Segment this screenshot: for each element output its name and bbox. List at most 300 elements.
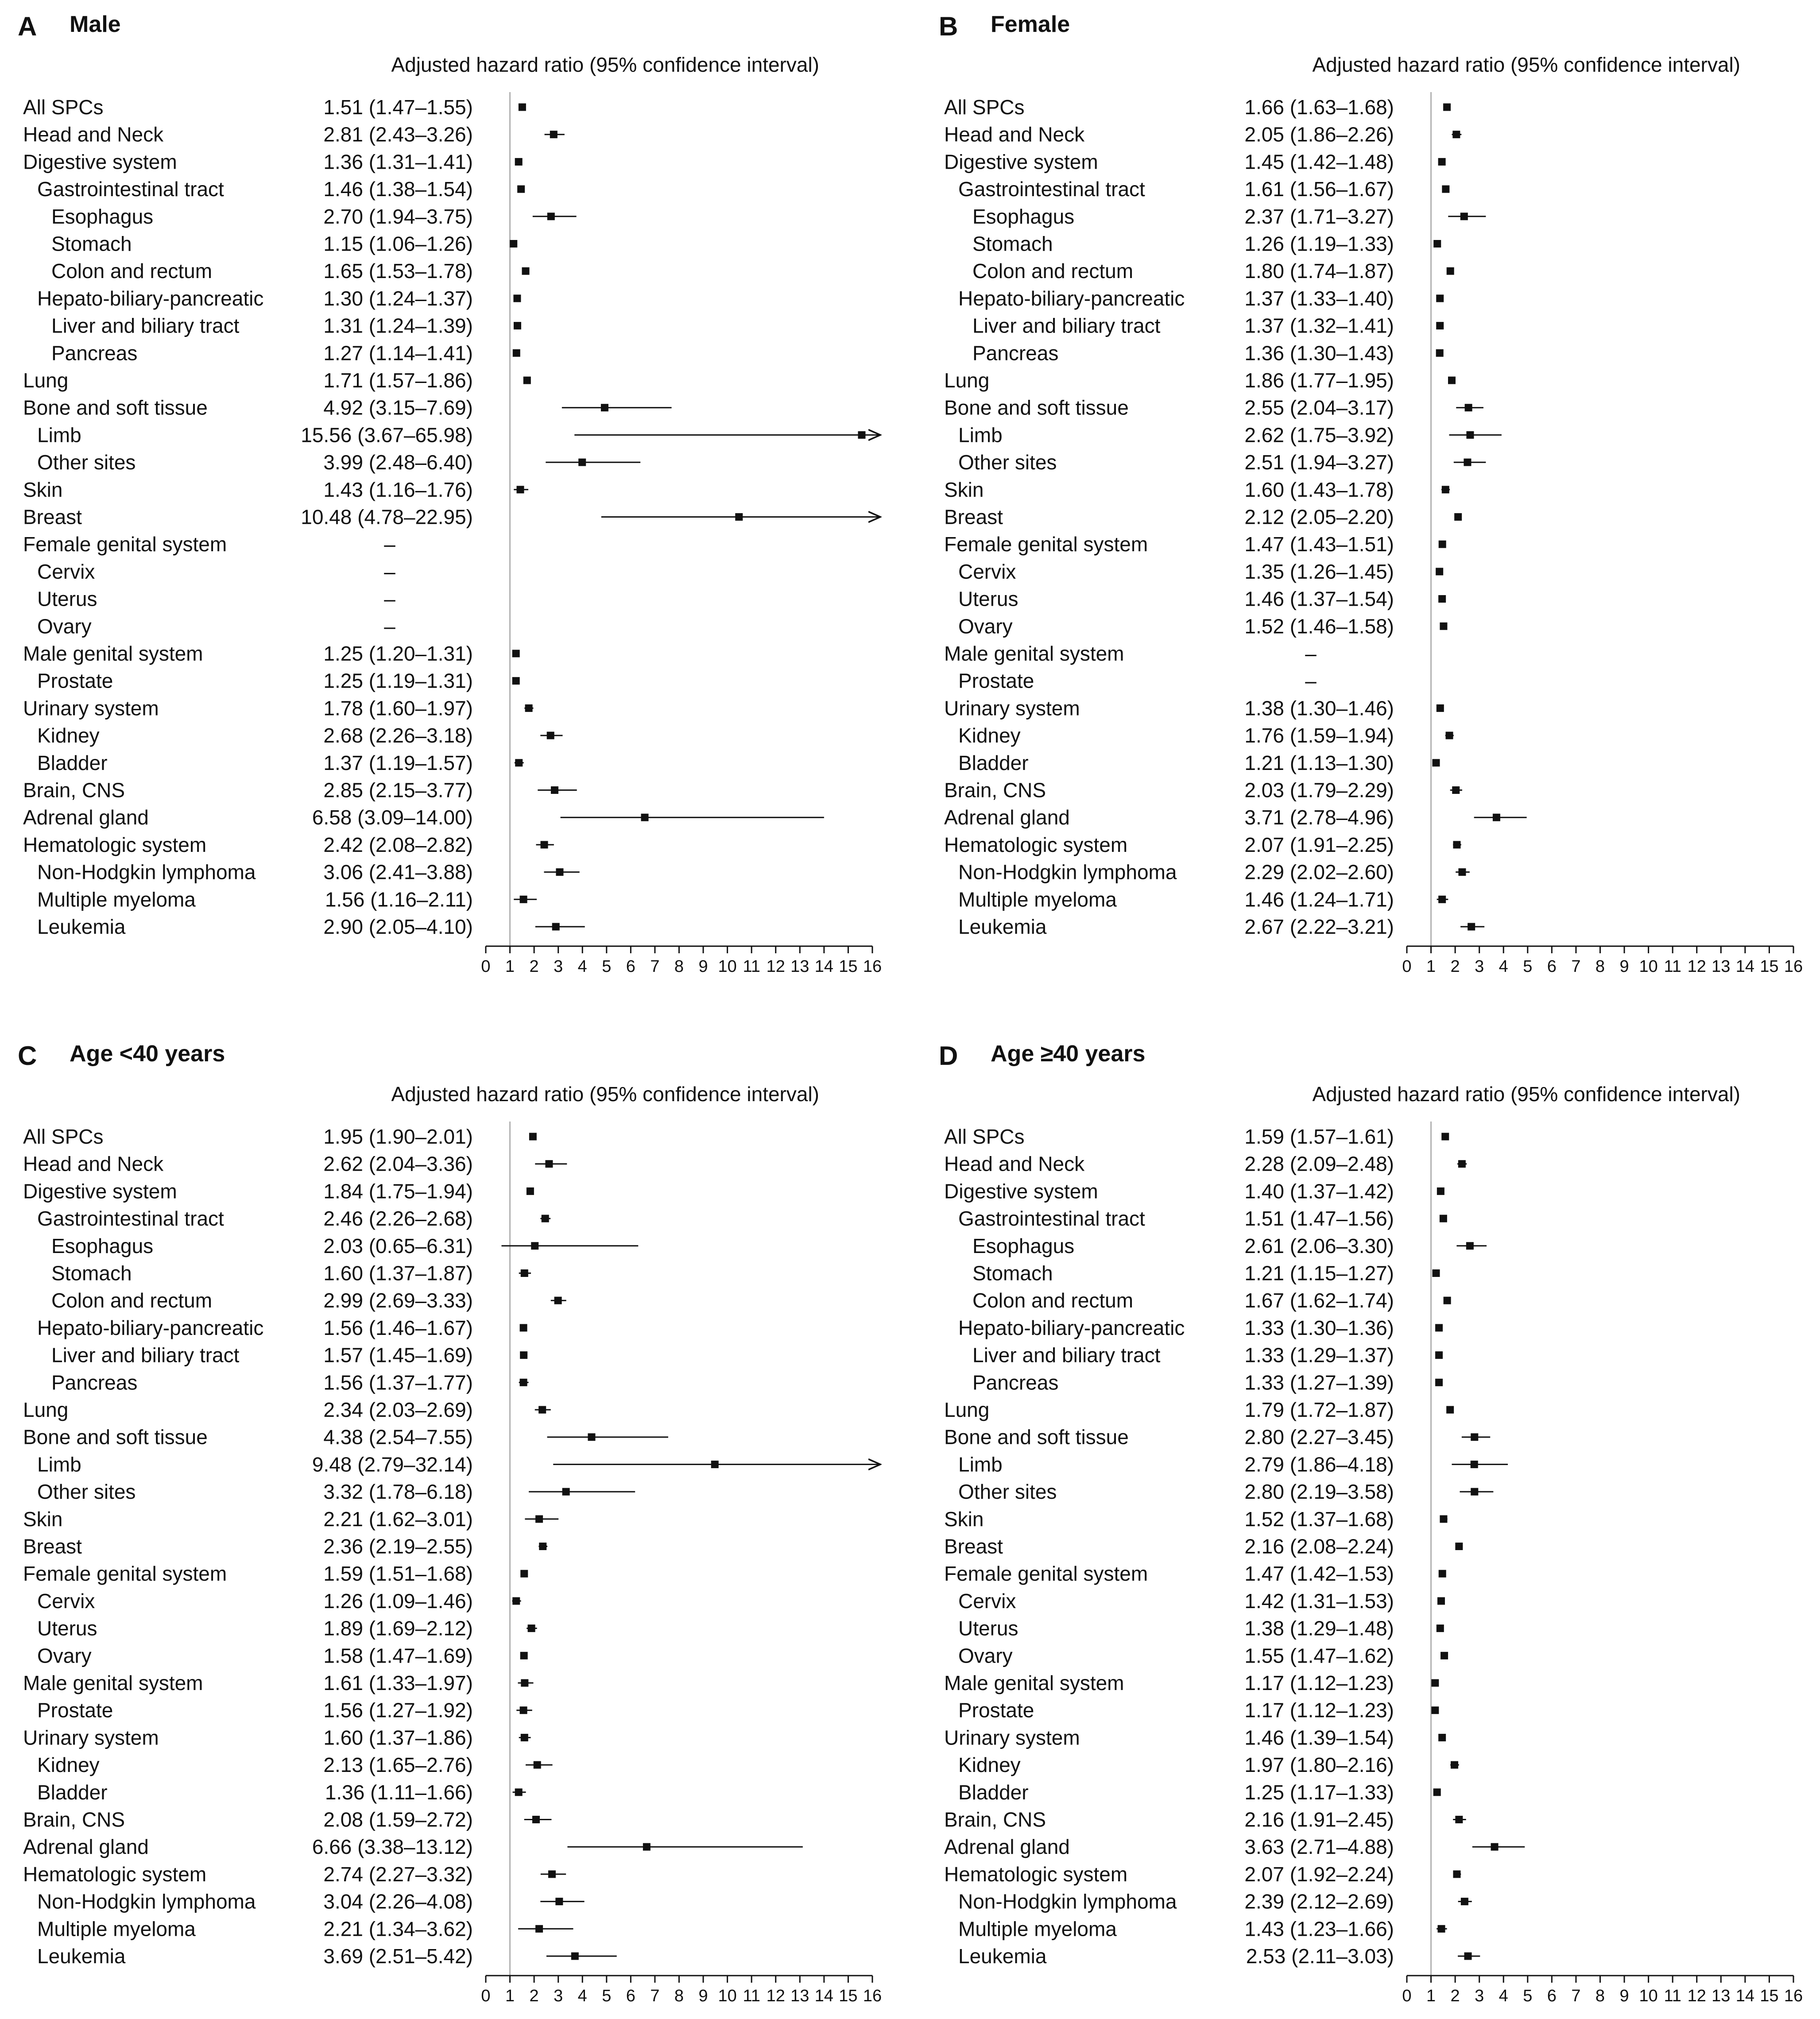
- x-tick-label: 12: [766, 957, 785, 976]
- table-row: [37, 751, 524, 774]
- hr-point: [1458, 868, 1466, 876]
- row-value: 4.92 (3.15–7.69): [323, 396, 473, 419]
- table-row: [944, 1426, 1490, 1449]
- row-value: 1.43 (1.23–1.66): [1244, 1917, 1394, 1941]
- row-label: Male genital system: [944, 1671, 1124, 1694]
- hr-point: [1447, 267, 1454, 275]
- row-label: Ovary: [958, 615, 1013, 638]
- row-label: Bone and soft tissue: [944, 1425, 1129, 1449]
- table-row: [958, 915, 1484, 938]
- table-row: [51, 314, 521, 337]
- table-row: [944, 1125, 1449, 1148]
- row-label: Kidney: [958, 1753, 1021, 1777]
- row-label: Hematologic system: [944, 833, 1128, 856]
- x-tick-label: 7: [1571, 957, 1581, 976]
- hr-point: [1455, 1816, 1463, 1823]
- x-tick-label: 0: [481, 957, 491, 976]
- row-value: –: [1305, 642, 1317, 665]
- table-row: [23, 478, 528, 501]
- row-label: Other sites: [958, 451, 1057, 474]
- x-tick-label: 7: [1571, 1987, 1581, 2005]
- hr-point: [1451, 1761, 1458, 1769]
- table-row: [23, 1671, 533, 1694]
- x-tick-label: 13: [790, 957, 809, 976]
- table-row: [944, 396, 1483, 419]
- row-value: 3.71 (2.78–4.96): [1244, 806, 1394, 829]
- table-row: [944, 1562, 1446, 1585]
- row-label: Esophagus: [51, 1234, 154, 1257]
- table-row: [37, 451, 640, 474]
- row-value: 1.51 (1.47–1.56): [1244, 1207, 1394, 1230]
- row-value: 1.37 (1.19–1.57): [323, 751, 473, 774]
- row-label: Ovary: [958, 1644, 1013, 1667]
- row-label: Breast: [944, 1535, 1003, 1558]
- hr-point: [1435, 1324, 1443, 1331]
- table-row: [972, 1234, 1487, 1257]
- hr-point: [571, 1953, 579, 1960]
- row-value: 1.65 (1.53–1.78): [323, 259, 473, 283]
- row-value: 2.55 (2.04–3.17): [1244, 396, 1394, 419]
- table-row: [972, 1344, 1443, 1367]
- hr-point: [532, 1816, 540, 1823]
- table-row: [944, 478, 1450, 501]
- hr-point: [1448, 377, 1456, 384]
- row-value: 1.56 (1.46–1.67): [323, 1316, 473, 1339]
- hr-point: [515, 759, 523, 766]
- table-row: [944, 1180, 1444, 1203]
- hr-point: [1444, 1297, 1451, 1304]
- x-tick-label: 13: [1712, 1987, 1731, 2005]
- row-label: Prostate: [37, 1698, 113, 1722]
- x-tick-label: 5: [1523, 957, 1533, 976]
- x-tick-label: 7: [650, 1987, 660, 2005]
- row-label: Liver and biliary tract: [51, 1343, 240, 1367]
- table-row: [944, 642, 1317, 665]
- hr-point: [523, 377, 531, 384]
- row-value: 1.52 (1.46–1.58): [1244, 615, 1394, 638]
- hr-point: [525, 704, 533, 712]
- table-row: [23, 1508, 558, 1531]
- hr-point: [515, 1788, 523, 1796]
- row-value: 2.62 (2.04–3.36): [323, 1152, 473, 1176]
- x-tick-label: 9: [698, 957, 708, 976]
- row-value: 2.67 (2.22–3.21): [1244, 915, 1394, 938]
- row-label: Brain, CNS: [23, 778, 125, 802]
- x-tick-label: 6: [1547, 957, 1557, 976]
- table-row: [958, 423, 1502, 446]
- table-row: [23, 833, 554, 856]
- row-value: 1.25 (1.17–1.33): [1244, 1780, 1394, 1804]
- row-value: 2.85 (2.15–3.77): [323, 778, 473, 802]
- row-value: 1.46 (1.39–1.54): [1244, 1726, 1394, 1749]
- row-label: Cervix: [37, 1589, 95, 1613]
- row-label: Multiple myeloma: [37, 888, 196, 911]
- hr-point: [1435, 1351, 1443, 1359]
- row-label: Brain, CNS: [944, 1808, 1046, 1831]
- hr-point: [520, 1379, 527, 1386]
- row-label: Gastrointestinal tract: [37, 1207, 224, 1230]
- table-row: [37, 588, 395, 611]
- row-value: 1.15 (1.06–1.26): [323, 232, 473, 255]
- row-label: Adrenal gland: [944, 1835, 1070, 1859]
- row-label: Female genital system: [23, 533, 227, 556]
- row-label: Head and Neck: [944, 123, 1085, 146]
- table-row: [51, 205, 577, 228]
- hr-point: [520, 1324, 527, 1331]
- panel-title: Age <40 years: [70, 1041, 225, 1067]
- table-row: [958, 724, 1454, 747]
- panel-title: Female: [991, 12, 1070, 37]
- x-tick-label: 13: [790, 1987, 809, 2005]
- table-row: [958, 1480, 1493, 1503]
- row-value: 1.67 (1.62–1.74): [1244, 1289, 1394, 1312]
- row-value: 1.42 (1.31–1.53): [1244, 1589, 1394, 1613]
- row-value: 1.31 (1.24–1.39): [323, 314, 473, 337]
- row-value: 2.51 (1.94–3.27): [1244, 451, 1394, 474]
- hr-point: [1453, 841, 1460, 848]
- table-row: [958, 1316, 1443, 1339]
- row-label: Other sites: [958, 1480, 1057, 1504]
- row-value: 3.99 (2.48–6.40): [323, 451, 473, 474]
- row-label: Hematologic system: [23, 1862, 207, 1886]
- table-row: [958, 1890, 1472, 1913]
- row-label: Adrenal gland: [23, 1835, 149, 1859]
- hr-point: [1465, 404, 1472, 411]
- table-row: [37, 861, 580, 884]
- row-value: 1.33 (1.27–1.39): [1244, 1371, 1394, 1394]
- table-row: [37, 669, 520, 692]
- x-tick-label: 4: [1499, 1987, 1508, 2005]
- hr-point: [529, 1133, 537, 1141]
- hr-point: [1455, 1543, 1463, 1550]
- hr-point: [1458, 1160, 1466, 1168]
- x-tick-label: 15: [1760, 957, 1779, 976]
- x-tick-label: 14: [1735, 957, 1755, 976]
- row-label: Uterus: [958, 1617, 1018, 1640]
- x-tick-label: 4: [1499, 957, 1508, 976]
- hr-point: [1440, 1515, 1447, 1523]
- table-row: [51, 1371, 529, 1394]
- x-tick-label: 0: [1402, 957, 1412, 976]
- row-label: Uterus: [37, 1617, 97, 1640]
- row-value: 1.79 (1.72–1.87): [1244, 1398, 1394, 1421]
- row-value: 2.36 (2.19–2.55): [323, 1535, 473, 1558]
- row-label: Bone and soft tissue: [23, 396, 208, 419]
- x-tick-label: 11: [1664, 957, 1681, 976]
- table-row: [23, 369, 531, 392]
- table-row: [944, 533, 1446, 556]
- row-label: All SPCs: [944, 96, 1025, 119]
- row-value: 1.37 (1.32–1.41): [1244, 314, 1394, 337]
- row-value: 1.89 (1.69–2.12): [323, 1617, 473, 1640]
- x-tick-label: 9: [1619, 957, 1629, 976]
- row-value: 1.56 (1.16–2.11): [325, 888, 473, 911]
- x-tick-label: 6: [626, 1987, 635, 2005]
- row-value: 1.84 (1.75–1.94): [323, 1180, 473, 1203]
- row-label: Head and Neck: [944, 1152, 1085, 1176]
- hr-point: [513, 294, 521, 302]
- table-row: [23, 96, 526, 119]
- hr-point: [1441, 1652, 1448, 1659]
- row-label: Stomach: [972, 232, 1053, 255]
- row-value: 1.78 (1.60–1.97): [323, 696, 473, 720]
- x-tick-label: 11: [1664, 1987, 1681, 2005]
- hr-point: [520, 1706, 527, 1714]
- row-value: 1.52 (1.37–1.68): [1244, 1507, 1394, 1531]
- table-row: [23, 779, 577, 802]
- x-tick-label: 1: [1426, 1987, 1436, 2005]
- x-tick-label: 15: [839, 957, 858, 976]
- column-header: Adjusted hazard ratio (95% confidence interval): [1312, 53, 1740, 76]
- table-row: [972, 205, 1486, 228]
- table-row: [51, 1234, 638, 1257]
- hr-point: [1431, 1679, 1439, 1687]
- row-value: 9.48 (2.79–32.14): [312, 1453, 473, 1476]
- table-row: [958, 1590, 1445, 1613]
- panel-title: Male: [70, 12, 121, 37]
- row-label: Bladder: [37, 751, 108, 774]
- x-tick-label: 12: [1687, 957, 1706, 976]
- table-row: [944, 1863, 1461, 1886]
- row-label: Skin: [23, 478, 63, 501]
- hr-point: [1439, 541, 1446, 548]
- hr-point: [512, 650, 520, 658]
- row-label: All SPCs: [23, 96, 104, 119]
- table-row: [944, 1835, 1525, 1858]
- table-row: [37, 1917, 573, 1940]
- hr-point: [547, 213, 555, 220]
- hr-point: [545, 1160, 553, 1168]
- row-label: Pancreas: [972, 1371, 1059, 1394]
- row-label: Breast: [944, 505, 1003, 529]
- hr-point: [1443, 104, 1451, 111]
- row-label: Bladder: [37, 1780, 108, 1804]
- x-tick-label: 4: [577, 957, 587, 976]
- table-row: [37, 1753, 553, 1776]
- hr-point: [542, 1215, 549, 1222]
- row-value: 1.51 (1.47–1.55): [323, 96, 473, 119]
- table-row: [37, 1890, 585, 1913]
- hr-point: [1437, 704, 1444, 712]
- table-row: [958, 1917, 1447, 1940]
- hr-point: [556, 868, 563, 876]
- x-tick-label: 10: [1639, 957, 1658, 976]
- table-row: [23, 1398, 551, 1421]
- x-tick-label: 1: [1426, 957, 1436, 976]
- table-row: [972, 314, 1444, 337]
- table-row: [37, 423, 880, 446]
- row-value: 1.61 (1.56–1.67): [1244, 178, 1394, 201]
- table-row: [23, 396, 672, 419]
- row-value: 10.48 (4.78–22.95): [301, 505, 473, 529]
- hr-point: [521, 1269, 528, 1277]
- hr-point: [1437, 1597, 1445, 1605]
- row-label: Bladder: [958, 751, 1029, 774]
- row-label: Multiple myeloma: [958, 888, 1117, 911]
- row-value: 1.45 (1.42–1.48): [1244, 150, 1394, 174]
- x-tick-label: 4: [577, 1987, 587, 2005]
- hr-point: [1466, 431, 1474, 439]
- hr-point: [1460, 213, 1468, 220]
- hr-point: [1437, 1624, 1444, 1632]
- row-value: 1.46 (1.24–1.71): [1244, 888, 1394, 911]
- x-tick-label: 13: [1712, 957, 1731, 976]
- table-row: [23, 1180, 534, 1203]
- table-row: [944, 369, 1456, 392]
- x-tick-label: 16: [863, 957, 882, 976]
- column-header: Adjusted hazard ratio (95% confidence interval): [391, 1083, 819, 1106]
- table-row: [944, 1726, 1446, 1749]
- row-label: Skin: [23, 1507, 63, 1531]
- hr-point: [555, 1898, 563, 1905]
- row-value: 2.68 (2.26–3.18): [323, 724, 473, 747]
- row-value: 1.47 (1.42–1.53): [1244, 1562, 1394, 1586]
- hr-point: [552, 923, 560, 931]
- hr-point: [1471, 1461, 1478, 1468]
- row-value: 2.03 (0.65–6.31): [323, 1234, 473, 1257]
- row-label: Limb: [958, 1453, 1003, 1476]
- row-label: Ovary: [37, 615, 92, 638]
- row-value: 1.59 (1.51–1.68): [323, 1562, 473, 1586]
- row-label: Pancreas: [972, 341, 1059, 365]
- table-row: [944, 1398, 1454, 1421]
- table-row: [37, 1644, 528, 1667]
- hr-point: [601, 404, 608, 411]
- row-value: 2.74 (2.27–3.32): [323, 1862, 473, 1886]
- row-label: Esophagus: [972, 205, 1075, 228]
- hr-point: [1433, 1269, 1440, 1277]
- row-value: 1.86 (1.77–1.95): [1244, 369, 1394, 392]
- hr-point: [539, 1543, 546, 1550]
- x-axis: [481, 1976, 882, 2005]
- hr-point: [1442, 186, 1449, 193]
- row-label: Hematologic system: [23, 833, 207, 856]
- row-value: 1.25 (1.19–1.31): [323, 669, 473, 692]
- row-value: 2.46 (2.26–2.68): [323, 1207, 473, 1230]
- table-row: [944, 123, 1461, 146]
- row-label: Non-Hodgkin lymphoma: [958, 860, 1177, 884]
- table-row: [958, 560, 1443, 583]
- row-value: 1.59 (1.57–1.61): [1244, 1125, 1394, 1148]
- row-label: Female genital system: [944, 1562, 1148, 1586]
- hr-point: [641, 814, 649, 821]
- hr-point: [1466, 1242, 1474, 1249]
- row-value: 2.80 (2.19–3.58): [1244, 1480, 1394, 1504]
- row-label: Breast: [23, 505, 82, 529]
- table-row: [37, 1316, 527, 1339]
- row-value: 2.08 (1.59–2.72): [323, 1808, 473, 1831]
- x-axis: [1402, 946, 1803, 976]
- hr-point: [735, 513, 743, 521]
- row-label: Brain, CNS: [944, 778, 1046, 802]
- hr-point: [522, 267, 530, 275]
- row-value: 1.80 (1.74–1.87): [1244, 259, 1394, 283]
- row-value: 6.58 (3.09–14.00): [312, 806, 473, 829]
- row-value: 2.53 (2.11–3.03): [1246, 1945, 1394, 1968]
- row-value: 1.36 (1.11–1.66): [325, 1780, 473, 1804]
- hr-point: [1438, 896, 1446, 903]
- row-value: 1.60 (1.37–1.86): [323, 1726, 473, 1749]
- row-value: 2.28 (2.09–2.48): [1244, 1152, 1394, 1176]
- hr-point: [541, 841, 548, 848]
- row-label: Esophagus: [51, 205, 154, 228]
- x-tick-label: 10: [1639, 1987, 1658, 2005]
- table-row: [972, 1289, 1451, 1312]
- row-value: 2.05 (1.86–2.26): [1244, 123, 1394, 146]
- table-row: [958, 1781, 1441, 1804]
- panel-label: B: [939, 12, 958, 41]
- row-label: Leukemia: [37, 1945, 126, 1968]
- row-label: Stomach: [51, 232, 132, 255]
- hr-point: [643, 1843, 651, 1851]
- row-value: 2.42 (2.08–2.82): [323, 833, 473, 856]
- row-label: Bone and soft tissue: [23, 1425, 208, 1449]
- row-label: Bone and soft tissue: [944, 396, 1129, 419]
- hr-point: [1440, 623, 1447, 630]
- row-label: Head and Neck: [23, 123, 164, 146]
- row-label: Skin: [944, 1507, 984, 1531]
- hr-point: [512, 677, 520, 685]
- row-label: Stomach: [51, 1261, 132, 1285]
- table-row: [944, 806, 1527, 829]
- row-value: 1.43 (1.16–1.76): [323, 478, 473, 501]
- table-row: [958, 451, 1486, 474]
- hr-point: [520, 1570, 528, 1578]
- x-tick-label: 0: [481, 1987, 491, 2005]
- table-row: [51, 259, 530, 282]
- x-tick-label: 16: [863, 1987, 882, 2005]
- row-label: Digestive system: [944, 1180, 1098, 1203]
- table-row: [51, 341, 520, 364]
- row-label: Hematologic system: [944, 1862, 1128, 1886]
- x-tick-label: 2: [1450, 1987, 1460, 2005]
- x-tick-label: 16: [1784, 957, 1803, 976]
- hr-point: [510, 240, 517, 248]
- row-label: Ovary: [37, 1644, 92, 1667]
- row-value: 1.46 (1.37–1.54): [1244, 587, 1394, 611]
- table-row: [958, 178, 1449, 201]
- row-value: 1.36 (1.31–1.41): [323, 150, 473, 174]
- row-label: Other sites: [37, 1480, 136, 1504]
- table-row: [37, 1945, 617, 1968]
- hr-point: [531, 1242, 538, 1249]
- table-row: [958, 588, 1446, 611]
- row-label: Liver and biliary tract: [972, 314, 1161, 337]
- x-tick-label: 5: [1523, 1987, 1533, 2005]
- table-row: [958, 1207, 1447, 1230]
- x-tick-label: 5: [602, 957, 612, 976]
- table-row: [51, 232, 517, 255]
- row-label: Male genital system: [23, 1671, 203, 1694]
- row-label: Male genital system: [23, 642, 203, 665]
- row-value: 2.99 (2.69–3.33): [323, 1289, 473, 1312]
- table-row: [37, 1480, 635, 1503]
- table-row: [958, 1945, 1480, 1968]
- hr-point: [1441, 1133, 1449, 1141]
- row-label: Hepato-biliary-pancreatic: [37, 286, 264, 310]
- hr-point: [514, 322, 521, 329]
- row-label: Prostate: [958, 1698, 1034, 1722]
- row-value: 3.63 (2.71–4.88): [1244, 1835, 1394, 1859]
- row-value: 1.66 (1.63–1.68): [1244, 96, 1394, 119]
- table-row: [37, 915, 585, 938]
- row-label: Multiple myeloma: [37, 1917, 196, 1941]
- row-label: Breast: [23, 1535, 82, 1558]
- x-tick-label: 11: [743, 1987, 760, 2005]
- table-row: [958, 861, 1470, 884]
- row-label: Non-Hodgkin lymphoma: [958, 1890, 1177, 1913]
- x-tick-label: 12: [1687, 1987, 1706, 2005]
